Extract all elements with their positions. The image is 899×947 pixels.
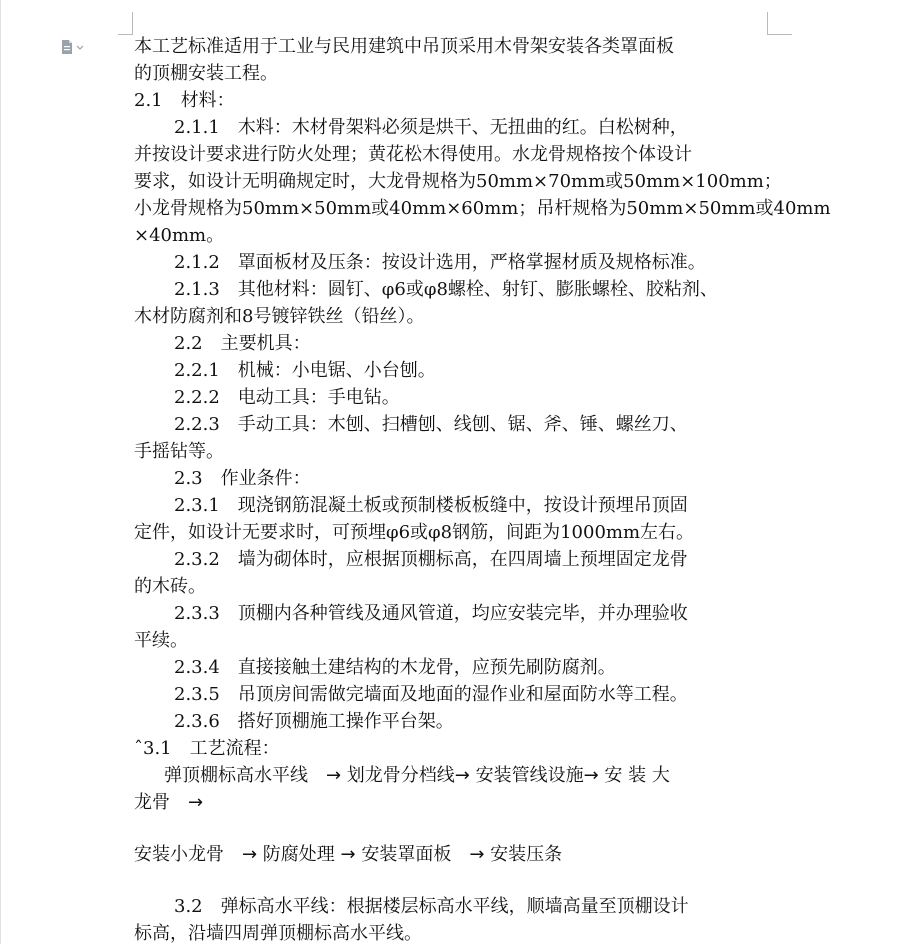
text-line: 手摇钻等。: [134, 441, 224, 462]
page-left-edge: [0, 0, 1, 944]
process-flow-line-1: 弹顶棚标高水平线 → 划龙骨分档线→ 安装管线设施→ 安 装 大: [164, 765, 670, 786]
text-line: 定件，如设计无要求时，可预埋φ6或φ8钢筋，间距为1000mm左右。: [134, 522, 695, 543]
text-line: 2.3.2 墙为砌体时，应根据顶棚标高，在四周墙上预埋固定龙骨: [174, 549, 688, 570]
text-line: 2.3.1 现浇钢筋混凝土板或预制楼板板缝中，按设计预埋吊顶固: [174, 495, 688, 516]
text-line: 2.3.6 搭好顶棚施工操作平台架。: [174, 711, 454, 732]
text-line: 小龙骨规格为50mm×50mm或40mm×60mm；吊杆规格为50mm×50mm或40mm: [134, 198, 831, 219]
blank-line: [134, 868, 774, 893]
text-line: 并按设计要求进行防火处理；黄花松木得使用。水龙骨规格按个体设计: [134, 144, 692, 165]
blank-line: [134, 816, 774, 841]
text-line: ×40mm。: [134, 225, 225, 246]
text-line: 2.2.1 机械：小电锯、小台刨。: [174, 360, 436, 381]
text-line: 标高，沿墙四周弹顶棚标高水平线。: [134, 923, 422, 944]
text-line: 2.3 作业条件：: [174, 468, 311, 489]
margin-corner-mark-left: [118, 12, 133, 35]
text-line: 3.2 弹标高水平线：根据楼层标高水平线，顺墙高量至顶棚设计: [174, 896, 689, 917]
text-line: 平续。: [134, 630, 188, 651]
text-line: 2.2.3 手动工具：木刨、扫槽刨、线刨、锯、斧、锤、螺丝刀、: [174, 414, 688, 435]
text-line: 木材防腐剂和8号镀锌铁丝（铅丝）。: [134, 306, 425, 327]
text-line: 2.2 主要机具：: [174, 333, 311, 354]
text-line: ˆ3.1 工艺流程：: [134, 738, 280, 759]
process-flow-line-2: 龙骨 →: [134, 792, 204, 813]
document-icon[interactable]: [60, 40, 86, 54]
process-flow-line-3: 安装小龙骨 → 防腐处理 → 安装罩面板 → 安装压条: [134, 844, 563, 865]
text-line: 2.1.2 罩面板材及压条：按设计选用，严格掌握材质及规格标准。: [174, 252, 706, 273]
text-line: 要求，如设计无明确规定时，大龙骨规格为50mm×70mm或50mm×100mm；: [134, 171, 782, 192]
text-line: 2.3.4 直接接触土建结构的木龙骨，应预先刷防腐剂。: [174, 657, 616, 678]
text-line: 2.2.2 电动工具：手电钻。: [174, 387, 400, 408]
text-line: 的顶棚安装工程。: [134, 63, 278, 84]
text-line: 2.3.3 顶棚内各种管线及通风管道，均应安装完毕，并办理验收: [174, 603, 688, 624]
text-line: 2.1.3 其他材料：圆钉、φ6或φ8螺栓、射钉、膨胀螺栓、胶粘剂、: [174, 279, 718, 300]
document-body[interactable]: [134, 33, 831, 947]
margin-corner-mark-right: [767, 12, 792, 35]
text-line: 2.1 材料：: [134, 90, 235, 111]
text-line: 本工艺标准适用于工业与民用建筑中吊顶采用木骨架安装各类罩面板: [134, 36, 674, 57]
text-line: 2.1.1 木料：木材骨架料必须是烘干、无扭曲的红。白松树种，: [174, 117, 688, 138]
text-line: 2.3.5 吊顶房间需做完墙面及地面的湿作业和屋面防水等工程。: [174, 684, 688, 705]
text-line: 的木砖。: [134, 576, 206, 597]
